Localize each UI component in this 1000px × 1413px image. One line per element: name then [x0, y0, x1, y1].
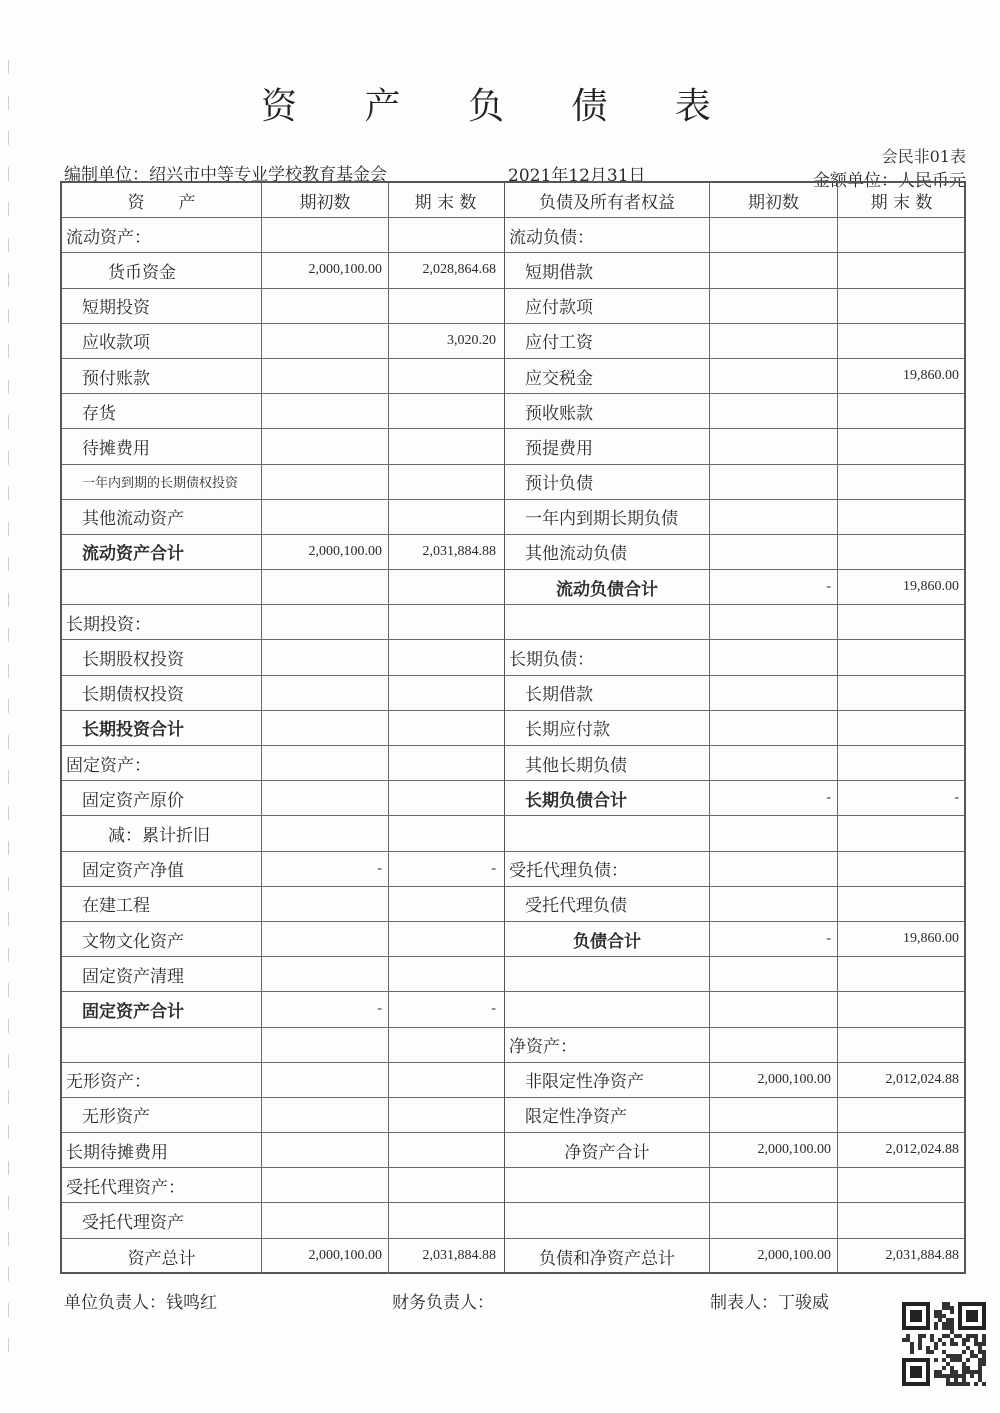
table-row — [62, 676, 504, 711]
table-row — [62, 394, 504, 429]
left-begin-value — [262, 1203, 389, 1237]
table-row — [62, 359, 504, 394]
left-end-value — [389, 465, 502, 499]
binder-hole — [8, 1338, 19, 1352]
left-begin-value — [262, 640, 389, 674]
table-row — [62, 535, 504, 570]
table-row — [505, 852, 965, 887]
binder-hole — [8, 628, 19, 642]
right-begin-value — [710, 992, 838, 1026]
binder-hole — [8, 415, 19, 429]
table-row — [505, 816, 965, 851]
left-end-value: 2,028,864.68 — [422, 262, 496, 278]
table-row — [62, 429, 504, 464]
left-begin-value — [262, 957, 389, 991]
table-row — [62, 1168, 504, 1203]
right-item-name — [505, 605, 710, 639]
right-begin-value — [710, 394, 838, 428]
right-item-name: 应付工资 — [505, 324, 710, 358]
left-item-name: 长期投资： — [62, 605, 262, 639]
right-begin-value: - — [710, 781, 838, 815]
balance-sheet-table — [60, 181, 966, 1274]
binder-hole — [8, 1232, 19, 1246]
table-row — [62, 570, 504, 605]
right-header-cell: 负债及所有者权益 — [505, 183, 710, 217]
table-row — [505, 465, 965, 500]
table-row — [62, 1098, 504, 1133]
left-end-value — [389, 1133, 502, 1167]
right-item-name: 受托代理负债 — [505, 887, 710, 921]
binder-hole — [8, 948, 19, 962]
table-row — [505, 711, 965, 746]
left-end-value — [389, 640, 502, 674]
table-row — [505, 1098, 965, 1133]
table-row — [62, 253, 504, 288]
right-begin-value — [710, 887, 838, 921]
binder-hole — [8, 1019, 19, 1033]
right-begin-value: - — [710, 570, 838, 604]
right-end-value: 2,031,884.88 — [885, 1248, 959, 1264]
right-header-cell: 期 末 数 — [870, 192, 933, 213]
table-row — [62, 1239, 504, 1274]
right-end-value — [838, 253, 965, 287]
left-end-value — [389, 394, 502, 428]
right-begin-value — [710, 746, 838, 780]
right-begin-value — [710, 852, 838, 886]
right-begin-value — [710, 957, 838, 991]
right-end-value — [838, 289, 965, 323]
right-item-name — [505, 816, 710, 850]
left-end-value — [389, 676, 502, 710]
assets-side — [62, 183, 504, 1272]
right-item-name: 长期负债： — [505, 640, 710, 674]
right-item-name: 长期借款 — [505, 676, 710, 710]
left-item-name: 流动资产合计 — [62, 535, 262, 569]
table-row — [505, 746, 965, 781]
binder-hole — [8, 1267, 19, 1281]
right-end-value — [838, 1203, 965, 1237]
left-end-value — [389, 570, 502, 604]
right-end-value — [838, 711, 965, 745]
table-row — [62, 887, 504, 922]
qr-code-icon — [902, 1302, 986, 1386]
table-row — [505, 1239, 965, 1274]
left-item-name: 一年内到期的长期债权投资 — [62, 465, 262, 499]
binder-hole — [8, 699, 19, 713]
left-begin-value: 2,000,100.00 — [262, 535, 389, 569]
right-item-name: 预收账款 — [505, 394, 710, 428]
right-begin-value: 2,000,100.00 — [710, 1133, 838, 1167]
left-begin-value — [262, 465, 389, 499]
left-end-value — [389, 1203, 502, 1237]
left-end-value — [389, 605, 502, 639]
right-end-value — [838, 218, 965, 252]
finance-head: 财务负责人： — [392, 1293, 494, 1313]
left-begin-value — [262, 1063, 389, 1097]
right-end-value — [838, 429, 965, 463]
left-begin-value: - — [262, 852, 389, 886]
binder-hole — [8, 486, 19, 500]
right-begin-value — [710, 640, 838, 674]
left-end-value — [389, 922, 502, 956]
right-end-value — [838, 676, 965, 710]
left-item-name — [62, 1028, 262, 1062]
right-begin-value — [710, 465, 838, 499]
right-begin-value — [710, 676, 838, 710]
right-end-value — [838, 1028, 965, 1062]
right-begin-value — [710, 1168, 838, 1202]
liabilities-side — [504, 183, 965, 1272]
left-item-name: 固定资产原价 — [62, 781, 262, 815]
left-header-cell: 期初数 — [262, 183, 389, 217]
left-begin-value — [262, 429, 389, 463]
right-item-name — [505, 1203, 710, 1237]
table-row — [505, 781, 965, 816]
left-end-value — [389, 429, 502, 463]
left-item-name: 应收款项 — [62, 324, 262, 358]
left-end-value — [389, 1168, 502, 1202]
left-item-name: 受托代理资产： — [62, 1168, 262, 1202]
right-item-name: 负债和净资产总计 — [505, 1239, 710, 1274]
left-begin-value — [262, 1133, 389, 1167]
table-row — [62, 218, 504, 253]
left-end-value — [389, 781, 502, 815]
left-header-row — [62, 183, 504, 218]
right-item-name: 净资产合计 — [505, 1133, 710, 1167]
left-header-cell: 期 末 数 — [414, 192, 477, 213]
left-item-name: 无形资产： — [62, 1063, 262, 1097]
table-row — [62, 1063, 504, 1098]
table-row — [62, 746, 504, 781]
right-begin-value — [710, 359, 838, 393]
table-row — [505, 359, 965, 394]
right-end-value — [838, 992, 965, 1026]
table-row — [505, 922, 965, 957]
table-row — [505, 570, 965, 605]
table-row — [62, 957, 504, 992]
right-begin-value — [710, 816, 838, 850]
binder-hole — [8, 1125, 19, 1139]
left-end-value: - — [491, 860, 496, 876]
left-item-name: 无形资产 — [62, 1098, 262, 1132]
right-item-name: 限定性净资产 — [505, 1098, 710, 1132]
right-header-row — [505, 183, 965, 218]
right-item-name: 预计负债 — [505, 465, 710, 499]
left-item-name: 在建工程 — [62, 887, 262, 921]
table-row — [505, 957, 965, 992]
right-item-name: 流动负债： — [505, 218, 710, 252]
right-end-value — [838, 324, 965, 358]
table-row — [62, 711, 504, 746]
right-item-name: 负债合计 — [505, 922, 710, 956]
binder-hole — [8, 664, 19, 678]
binder-hole — [8, 1054, 19, 1068]
left-end-value — [389, 1098, 502, 1132]
table-row — [505, 535, 965, 570]
table-row — [505, 394, 965, 429]
binder-hole — [8, 1196, 19, 1210]
right-end-value: 2,012,024.88 — [885, 1071, 959, 1087]
binder-hole — [8, 1303, 19, 1317]
binder-hole — [8, 1090, 19, 1104]
left-end-value — [389, 746, 502, 780]
right-begin-value: 2,000,100.00 — [710, 1239, 838, 1274]
table-row — [505, 676, 965, 711]
right-begin-value — [710, 253, 838, 287]
table-row — [62, 500, 504, 535]
table-row — [505, 1133, 965, 1168]
right-end-value — [838, 500, 965, 534]
binder-hole — [8, 202, 19, 216]
right-end-value — [838, 394, 965, 428]
table-row — [505, 324, 965, 359]
table-row — [505, 992, 965, 1027]
right-item-name: 流动负债合计 — [505, 570, 710, 604]
left-end-value — [389, 816, 502, 850]
left-begin-value — [262, 289, 389, 323]
right-item-name: 长期负债合计 — [505, 781, 710, 815]
preparer: 制表人：丁骏威 — [710, 1293, 829, 1313]
right-begin-value — [710, 711, 838, 745]
right-end-value — [838, 1098, 965, 1132]
binder-hole — [8, 167, 19, 181]
left-end-value — [389, 1028, 502, 1062]
table-row — [62, 1133, 504, 1168]
table-row — [62, 992, 504, 1027]
left-begin-value — [262, 1168, 389, 1202]
left-end-value — [389, 887, 502, 921]
left-end-value — [389, 289, 502, 323]
left-end-value — [389, 957, 502, 991]
right-item-name: 净资产： — [505, 1028, 710, 1062]
right-item-name: 应交税金 — [505, 359, 710, 393]
right-header-cell: 期初数 — [710, 183, 838, 217]
table-row — [505, 1168, 965, 1203]
binder-hole — [8, 344, 19, 358]
left-item-name: 固定资产： — [62, 746, 262, 780]
binder-hole — [8, 735, 19, 749]
binder-hole — [8, 593, 19, 607]
left-end-value — [389, 218, 502, 252]
right-begin-value — [710, 605, 838, 639]
left-begin-value — [262, 711, 389, 745]
left-begin-value — [262, 324, 389, 358]
table-row — [505, 289, 965, 324]
left-begin-value — [262, 1028, 389, 1062]
left-begin-value — [262, 746, 389, 780]
right-item-name: 长期应付款 — [505, 711, 710, 745]
right-item-name — [505, 957, 710, 991]
right-end-value: 2,012,024.88 — [885, 1142, 959, 1158]
left-item-name — [62, 570, 262, 604]
right-end-value — [838, 816, 965, 850]
binder-hole — [8, 451, 19, 465]
table-row — [505, 1028, 965, 1063]
table-row — [505, 218, 965, 253]
left-end-value: 3,020.20 — [447, 332, 496, 348]
table-row — [62, 324, 504, 359]
table-row — [505, 1063, 965, 1098]
binder-hole — [8, 770, 19, 784]
binder-hole — [8, 841, 19, 855]
right-begin-value — [710, 289, 838, 323]
right-item-name: 其他长期负债 — [505, 746, 710, 780]
left-begin-value: 2,000,100.00 — [262, 1239, 389, 1274]
table-row — [505, 887, 965, 922]
left-begin-value — [262, 676, 389, 710]
left-item-name: 减：累计折旧 — [62, 816, 262, 850]
binder-hole — [8, 238, 19, 252]
table-row — [62, 1028, 504, 1063]
left-begin-value — [262, 922, 389, 956]
form-code: 会民非01表 — [881, 147, 966, 166]
left-begin-value: 2,000,100.00 — [262, 253, 389, 287]
table-row — [62, 605, 504, 640]
right-end-value — [838, 957, 965, 991]
left-begin-value — [262, 394, 389, 428]
right-end-value — [838, 535, 965, 569]
right-end-value: 19,860.00 — [903, 368, 959, 384]
left-begin-value — [262, 500, 389, 534]
binder-hole — [8, 983, 19, 997]
right-begin-value — [710, 500, 838, 534]
left-item-name: 受托代理资产 — [62, 1203, 262, 1237]
right-begin-value — [710, 218, 838, 252]
right-begin-value — [710, 1203, 838, 1237]
right-end-value — [838, 746, 965, 780]
left-begin-value — [262, 887, 389, 921]
left-item-name: 文物文化资产 — [62, 922, 262, 956]
left-begin-value: - — [262, 992, 389, 1026]
page-title: 资 产 负 债 表 — [261, 86, 739, 127]
left-begin-value — [262, 605, 389, 639]
currency-unit: 金额单位：人民币元 — [813, 171, 966, 191]
binder-hole — [8, 380, 19, 394]
preparing-unit: 编制单位：绍兴市中等专业学校教育基金会 — [64, 165, 387, 185]
right-end-value: 19,860.00 — [903, 931, 959, 947]
left-item-name: 短期投资 — [62, 289, 262, 323]
right-item-name — [505, 992, 710, 1026]
table-row — [62, 781, 504, 816]
table-row — [62, 1203, 504, 1238]
left-item-name: 待摊费用 — [62, 429, 262, 463]
right-begin-value — [710, 324, 838, 358]
binder-hole — [8, 806, 19, 820]
right-end-value — [838, 1168, 965, 1202]
table-row — [62, 816, 504, 851]
left-item-name: 固定资产净值 — [62, 852, 262, 886]
left-item-name: 流动资产： — [62, 218, 262, 252]
right-begin-value — [710, 1098, 838, 1132]
right-end-value — [838, 852, 965, 886]
left-end-value — [389, 1063, 502, 1097]
left-item-name: 货币资金 — [62, 253, 262, 287]
right-item-name — [505, 1168, 710, 1202]
binder-hole — [8, 309, 19, 323]
table-row — [62, 922, 504, 957]
right-item-name: 预提费用 — [505, 429, 710, 463]
right-end-value — [838, 605, 965, 639]
left-end-value — [389, 359, 502, 393]
left-end-value — [389, 500, 502, 534]
left-item-name: 固定资产清理 — [62, 957, 262, 991]
table-row — [505, 640, 965, 675]
left-begin-value — [262, 570, 389, 604]
binder-hole — [8, 131, 19, 145]
binder-hole — [8, 877, 19, 891]
left-item-name: 固定资产合计 — [62, 992, 262, 1026]
right-begin-value — [710, 1028, 838, 1062]
table-row — [62, 289, 504, 324]
right-item-name: 其他流动负债 — [505, 535, 710, 569]
table-row — [62, 640, 504, 675]
table-row — [505, 500, 965, 535]
right-item-name: 受托代理负债： — [505, 852, 710, 886]
table-row — [62, 465, 504, 500]
left-item-name: 长期待摊费用 — [62, 1133, 262, 1167]
table-row — [505, 605, 965, 640]
left-item-name: 存货 — [62, 394, 262, 428]
unit-head: 单位负责人：钱鸣红 — [64, 1293, 217, 1313]
left-end-value: 2,031,884.88 — [422, 1248, 496, 1264]
binder-hole — [8, 912, 19, 926]
right-item-name: 非限定性净资产 — [505, 1063, 710, 1097]
left-item-name: 资产总计 — [62, 1239, 262, 1274]
binder-hole — [8, 1161, 19, 1175]
right-item-name: 短期借款 — [505, 253, 710, 287]
right-end-value: 19,860.00 — [903, 579, 959, 595]
right-end-value — [838, 887, 965, 921]
right-end-value — [838, 465, 965, 499]
report-date: 2021年12月31日 — [508, 166, 646, 186]
left-begin-value — [262, 1098, 389, 1132]
binder-hole — [8, 557, 19, 571]
right-end-value — [838, 640, 965, 674]
binder-holes — [8, 60, 20, 1360]
right-begin-value — [710, 535, 838, 569]
right-begin-value — [710, 429, 838, 463]
left-end-value: 2,031,884.88 — [422, 543, 496, 559]
left-item-name: 长期债权投资 — [62, 676, 262, 710]
table-row — [505, 429, 965, 464]
right-begin-value: - — [710, 922, 838, 956]
right-item-name: 一年内到期长期负债 — [505, 500, 710, 534]
table-row — [62, 852, 504, 887]
table-row — [505, 1203, 965, 1238]
right-end-value: - — [954, 790, 959, 806]
left-begin-value — [262, 781, 389, 815]
table-row — [505, 253, 965, 288]
right-begin-value: 2,000,100.00 — [710, 1063, 838, 1097]
left-header-cell: 资 产 — [62, 183, 262, 217]
left-end-value: - — [491, 1001, 496, 1017]
binder-hole — [8, 273, 19, 287]
left-end-value — [389, 711, 502, 745]
left-begin-value — [262, 359, 389, 393]
left-item-name: 长期投资合计 — [62, 711, 262, 745]
left-item-name: 长期股权投资 — [62, 640, 262, 674]
binder-hole — [8, 522, 19, 536]
left-begin-value — [262, 816, 389, 850]
left-begin-value — [262, 218, 389, 252]
left-item-name: 其他流动资产 — [62, 500, 262, 534]
left-item-name: 预付账款 — [62, 359, 262, 393]
right-item-name: 应付款项 — [505, 289, 710, 323]
binder-hole — [8, 60, 19, 74]
